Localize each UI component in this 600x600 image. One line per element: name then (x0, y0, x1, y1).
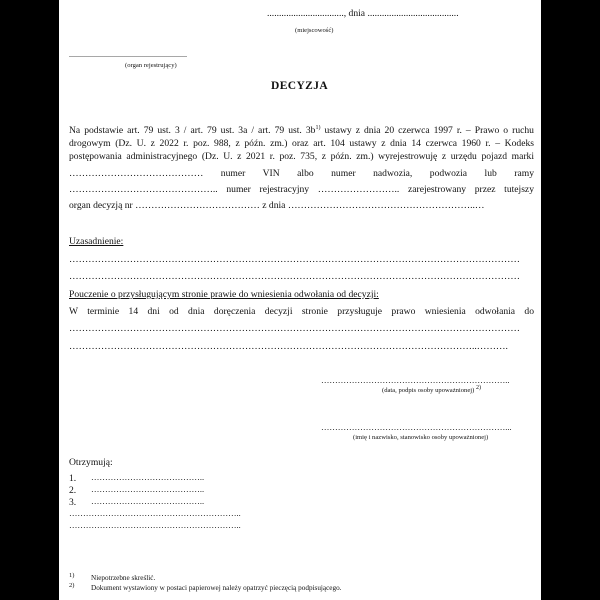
footnote-text-2: Dokument wystawiony w postaci papierowej należy opatrzyć pieczęcią podpisującego. (91, 584, 342, 592)
signature-label-1: (data, podpis osoby upoważnionej) $^{2)}$ (382, 384, 481, 394)
justification-heading: Uzasadnienie: (69, 236, 124, 247)
recipient-item-1-dots: ………………………………….. (91, 473, 205, 482)
recipient-item-3: 3. (69, 497, 77, 508)
footnote-text-1: Niepotrzebne skreślić. (91, 574, 156, 582)
footnote-ref-1: 1) (315, 125, 321, 131)
recipient-item-1: 1. (69, 473, 77, 484)
recipients-heading: Otrzymują: (69, 457, 113, 468)
body-line-2: drogowym (Dz. U. z 2022 r. poz. 988, z późn. zm.) oraz art. 104 ustawy z dnia 14 czerwca 1960 r. – Kodeks (69, 138, 534, 149)
recipient-extra-2: …………………………………………………….. (69, 521, 241, 530)
instruction-heading: Pouczenie o przysługującym stronie prawie do wniesienia odwołania od decyzji: (69, 289, 379, 300)
organ-label: (organ rejestrujący) (125, 62, 177, 69)
justification-line-1: …………………………………………………………………………………………………………………………… (69, 254, 520, 265)
footnote-mark-1: 1) (69, 572, 75, 579)
instruction-line-3: ………………………………………………………………………………………………………………..………. (69, 341, 508, 352)
place-label: (miejscowość) (295, 27, 334, 34)
footnote-mark-2: 2) (69, 582, 75, 589)
document-title: DECYZJA (271, 80, 329, 92)
signature-line-1: ………………………………………………………….. (321, 376, 510, 385)
instruction-line-1: W terminie 14 dni od dnia doręczenia decyzji stronie przysługuje prawo wniesienia odwołania do (69, 306, 534, 317)
place-date-line: ................................, dnia ...................................... (267, 8, 459, 19)
signature-label-2: (imię i nazwisko, stanowisko osoby upoważnionej) (353, 434, 489, 441)
footnote-ref-2: 2) (475, 384, 481, 391)
body-line-1: Na podstawie art. 79 ust. 3 / art. 79 ust. 3a / art. 79 ust. $3b^{1)}$ ustawy z dnia 20 czerwca 1997 r. – Prawo o ruchu (69, 125, 534, 136)
body-line-4: …………………………………… numer VIN albo numer nadwozia, podwozia lub ramy (69, 168, 534, 179)
body-line-6: organ decyzją nr ………………………………… z dnia …………………………………………………..… (69, 200, 485, 211)
justification-line-2: …………………………………………………………………………………………………………………………… (69, 271, 520, 282)
body-line-3: postępowania administracyjnego (Dz. U. z 2021 r. poz. 735, z późn. zm.) wyrejestrowuję z urzędu pojazd marki (69, 151, 534, 162)
signature-line-2: …………………………………………………………... (321, 423, 512, 432)
body-line-5: ……………………………………….. numer rejestracyjny …………………….. zarejestrowany przez tutejszy (69, 184, 534, 195)
organ-line: ........................................................... (69, 50, 187, 59)
recipient-item-2: 2. (69, 485, 77, 496)
instruction-line-2: …………………………………………………………………………………………………………………………… (69, 323, 520, 334)
recipient-extra-1: …………………………………………………….. (69, 509, 241, 518)
document-page (59, 0, 541, 600)
recipient-item-3-dots: ………………………………….. (91, 497, 205, 506)
recipient-item-2-dots: ………………………………….. (91, 485, 205, 494)
